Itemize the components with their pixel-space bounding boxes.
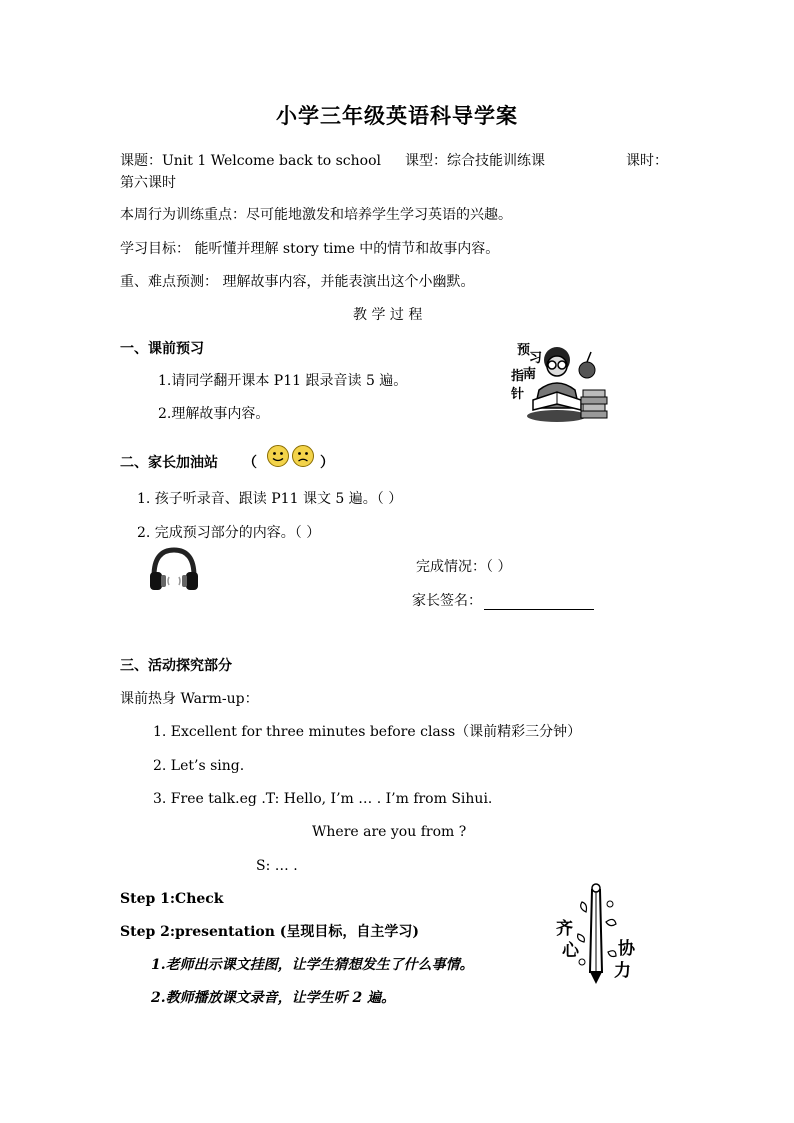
step1: Step 1:Check (120, 891, 224, 907)
smile-icon (266, 444, 290, 468)
signature-line (484, 595, 594, 610)
page-title: 小学三年级英语科导学案 (276, 103, 518, 128)
list-item: 1.请同学翻开课本 P11 跟录音读 5 遍。 (158, 373, 408, 389)
list-item: 1.老师出示课文挂图，让学生猜想发生了什么事情。 (151, 957, 474, 973)
illustration-char: 预 (517, 343, 531, 358)
process-heading: 教 学 过 程 (353, 307, 423, 323)
frown-icon (291, 444, 315, 468)
list-item: 2.理解故事内容。 (158, 406, 270, 422)
training-focus: 本周行为训练重点：尽可能地激发和培养学生学习英语的兴趣。 (120, 207, 512, 223)
illustration-char: 针 (511, 387, 525, 402)
lesson-period-label: 课时： (626, 153, 668, 169)
difficulty-forecast: 重、难点预测： 理解故事内容，并能表演出这个小幽默。 (120, 274, 475, 290)
list-item: 3. Free talk.eg .T: Hello, I’m … . I’m from Sihui. (153, 791, 493, 807)
illustration-char: 习 (529, 351, 543, 366)
list-item: 2.教师播放课文录音，让学生听 2 遍。 (151, 990, 396, 1006)
section2-heading: 二、家长加油站 (120, 455, 218, 471)
list-item: 1. Excellent for three minutes before class（课前精彩三分钟） (153, 724, 582, 740)
list-item: 2. 完成预习部分的内容。（ ） (137, 525, 321, 541)
paren-open: （ (243, 455, 257, 471)
completion-status: 完成情况：（ ） (416, 559, 512, 575)
illustration-char: 南 (523, 367, 537, 382)
headphones-icon (146, 544, 202, 594)
preview-guide-illustration (505, 340, 609, 424)
parent-signature (412, 592, 594, 610)
illustration-char: 力 (614, 961, 631, 981)
dialogue-question: Where are you from ? (312, 824, 467, 840)
illustration-char: 协 (618, 939, 635, 959)
teamwork-pencil-illustration (554, 882, 644, 988)
lesson-period-value: 第六课时 (120, 175, 176, 191)
illustration-char: 心 (562, 941, 579, 961)
learning-objective: 学习目标： 能听懂并理解 story time 中的情节和故事内容。 (120, 241, 500, 257)
dialogue-answer: S: … . (256, 858, 298, 874)
illustration-char: 齐 (556, 919, 573, 939)
list-item: 2. Let’s sing. (153, 758, 245, 774)
signature-label: 家长签名： (412, 593, 482, 609)
illustration-char: 指 (511, 369, 525, 384)
list-item: 1. 孩子听录音、跟读 P11 课文 5 遍。（ ） (137, 491, 403, 507)
lesson-type: 课型：综合技能训练课 (405, 153, 545, 169)
section1-heading: 一、课前预习 (120, 341, 204, 357)
step2: Step 2:presentation (呈现目标，自主学习) (120, 924, 420, 940)
paren-close: ） (320, 455, 334, 471)
section3-heading: 三、活动探究部分 (120, 658, 232, 674)
lesson-topic: 课题：Unit 1 Welcome back to school (120, 153, 381, 169)
warmup-label: 课前热身 Warm-up： (120, 691, 259, 707)
